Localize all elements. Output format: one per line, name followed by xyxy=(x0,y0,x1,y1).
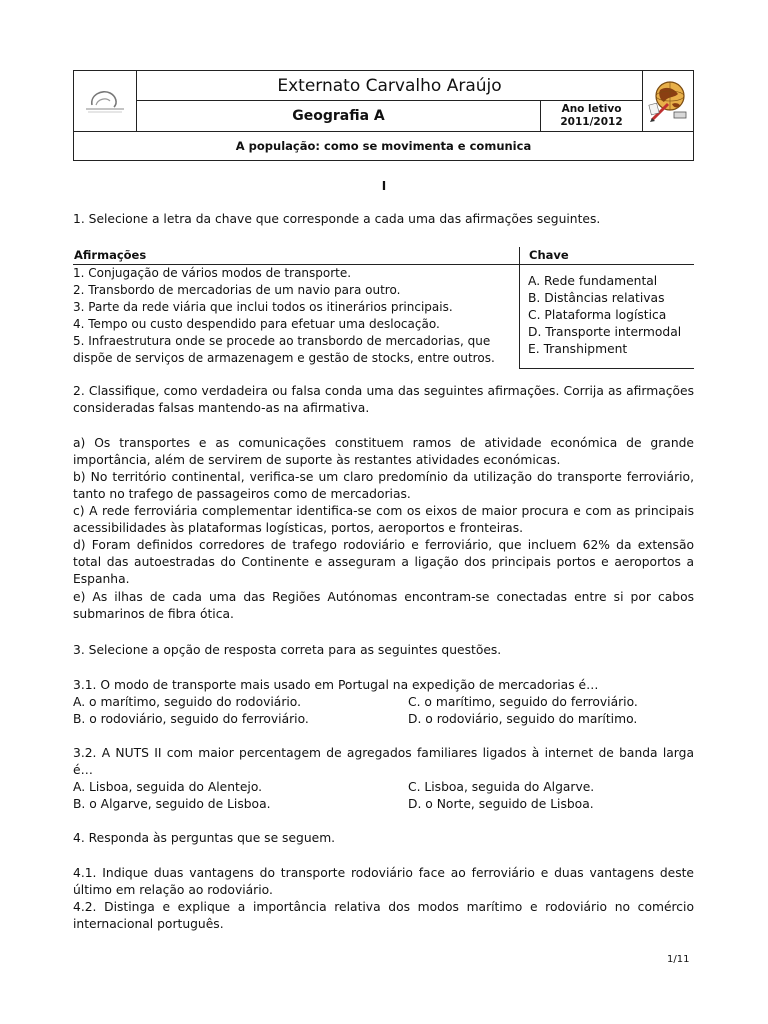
header-box xyxy=(73,70,694,161)
list-item: dispõe de serviços de armazenagem e gestão de stocks, entre outros. xyxy=(73,351,495,365)
q2-item-b: b) No território continental, verifica-se um claro predomínio da utilização do transporte ferroviário, tanto no trafego de passageiros como de mercadorias. xyxy=(73,470,694,501)
list-item: A. Rede fundamental xyxy=(528,274,658,288)
q2-prompt: 2. Classifique, como verdadeira ou falsa conda uma das seguintes afirmações. Corrija as afirmações consideradas falsas mantendo-as na afirmativa. xyxy=(73,384,694,415)
q31-option-c: C. o marítimo, seguido do ferroviário. xyxy=(408,695,638,709)
school-year-label: Ano letivo xyxy=(561,103,622,115)
school-year-value: 2011/2012 xyxy=(560,116,623,128)
list-item: 2. Transbordo de mercadorias de um navio para outro. xyxy=(73,283,401,297)
unit-theme: A população: como se movimenta e comunica xyxy=(74,131,693,160)
page-number: 1/11 xyxy=(667,954,690,965)
school-year xyxy=(541,101,642,131)
q1-prompt: 1. Selecione a letra da chave que corresponde a cada uma das afirmações seguintes. xyxy=(73,212,601,226)
q2-item-d: d) Foram definidos corredores de trafego rodoviário e ferroviário, que incluem 62% da extensão total das autoestradas do Continente e asseguram a ligação dos principais portos e aeroportos a Espanha. xyxy=(73,538,694,586)
col-chave: Chave xyxy=(529,248,569,262)
list-item: C. Plataforma logística xyxy=(528,308,667,322)
q31-option-a: A. o marítimo, seguido do rodoviário. xyxy=(73,695,302,709)
q31-prompt: 3.1. O modo de transporte mais usado em Portugal na expedição de mercadorias é… xyxy=(73,678,599,692)
list-item: B. Distâncias relativas xyxy=(528,291,665,305)
q2-item-a: a) Os transportes e as comunicações constituem ramos de atividade económica de grande importância, além de servirem de suporte às restantes atividades económicas. xyxy=(73,436,694,467)
school-logo-icon xyxy=(80,81,130,121)
list-item: D. Transporte intermodal xyxy=(528,325,682,339)
table-divider xyxy=(519,247,520,369)
table-bottom-rule xyxy=(519,368,694,369)
list-item: E. Transhipment xyxy=(528,342,628,356)
q32-option-c: C. Lisboa, seguida do Algarve. xyxy=(408,780,595,794)
q4-prompt: 4. Responda às perguntas que se seguem. xyxy=(73,831,336,845)
subject-title: Geografia A xyxy=(137,101,541,131)
q32-prompt: 3.2. A NUTS II com maior percentagem de agregados familiares ligados à internet de banda larga é… xyxy=(73,746,694,777)
q31-option-b: B. o rodoviário, seguido do ferroviário. xyxy=(73,712,309,726)
q2-item-c: c) A rede ferroviária complementar identifica-se com os eixos de maior procura e com as principais acessibilidades às plataformas logísticas, portos, aeroportos e fronteiras. xyxy=(73,504,694,535)
list-item: 1. Conjugação de vários modos de transporte. xyxy=(73,266,352,280)
q2-item-e: e) As ilhas de cada uma das Regiões Autónomas encontram-se conectadas entre si por cabos submarinos de fibra ótica. xyxy=(73,590,694,621)
list-item: 4. Tempo ou custo despendido para efetuar uma deslocação. xyxy=(73,317,440,331)
list-item: 5. Infraestrutura onde se procede ao transbordo de mercadorias, que xyxy=(73,334,491,348)
q32-option-a: A. Lisboa, seguida do Alentejo. xyxy=(73,780,263,794)
section-number: I xyxy=(381,179,387,193)
table-header xyxy=(73,247,694,265)
q3-prompt: 3. Selecione a opção de resposta correta para as seguintes questões. xyxy=(73,643,502,657)
globe-clipart xyxy=(642,71,693,131)
q42-prompt: 4.2. Distinga e explique a importância relativa dos modos marítimo e rodoviário no comércio internacional português. xyxy=(73,900,694,931)
afirmacoes-list xyxy=(73,265,513,367)
col-afirmacoes: Afirmações xyxy=(74,248,147,262)
q31-option-d: D. o rodoviário, seguido do marítimo. xyxy=(408,712,638,726)
q41-prompt: 4.1. Indique duas vantagens do transporte rodoviário face ao ferroviário e duas vantagens deste último em relação ao rodoviário. xyxy=(73,866,694,897)
q32-option-b: B. o Algarve, seguido de Lisboa. xyxy=(73,797,271,811)
q32-option-d: D. o Norte, seguido de Lisboa. xyxy=(408,797,594,811)
globe-pencil-icon xyxy=(646,74,690,128)
chave-list xyxy=(528,273,693,358)
list-item: 3. Parte da rede viária que inclui todos os itinerários principais. xyxy=(73,300,453,314)
school-title: Externato Carvalho Araújo xyxy=(137,71,642,101)
school-logo xyxy=(74,71,137,131)
